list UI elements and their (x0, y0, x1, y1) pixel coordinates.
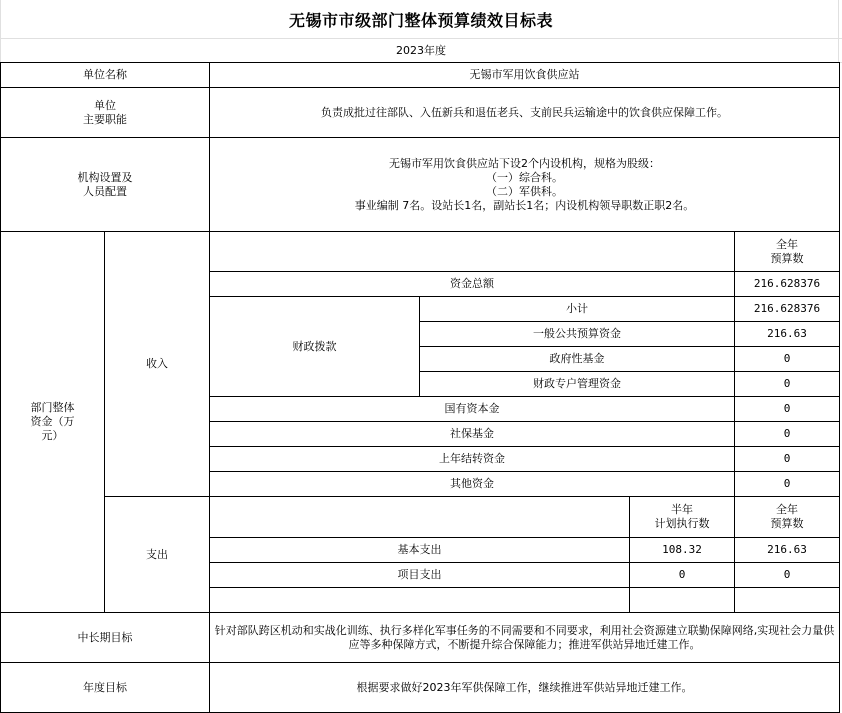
other-fund-value: 0 (783, 452, 791, 465)
total-funds-label: 资金总额 (450, 277, 494, 290)
funds-label: 部门整体 资金（万 元） (30, 401, 75, 442)
midterm-goal-label: 中长期目标 (77, 630, 133, 644)
fiscal-row-label: 小计 (566, 302, 588, 315)
fiscal-row-label: 财政专户管理资金 (533, 377, 621, 390)
org-line: （一）综合科。 (486, 170, 563, 184)
expense-row-annual: 216.63 (767, 543, 807, 556)
income-label: 收入 (146, 357, 168, 370)
fiscal-row-value: 216.63 (767, 327, 807, 340)
page-title: 无锡市市级部门整体预算绩效目标表 (288, 10, 553, 30)
fiscal-row-value: 0 (783, 352, 791, 365)
main-duties-label: 单位 主要职能 (83, 98, 127, 126)
expense-half-header: 半年 计划执行数 (654, 503, 710, 530)
year-label: 2023年度 (396, 44, 446, 57)
unit-name-label: 单位名称 (83, 68, 127, 81)
unit-name-value: 无锡市军用饮食供应站 (469, 68, 580, 81)
midterm-goal-value: 针对部队跨区机动和实战化训练、执行多样化军事任务的不同需要和不同要求，利用社会资源建立联勤保障网络,实现社会力量供应等多种保障方式，不断提升综合保障能力；推进军供站异地迁建工作。 (214, 623, 835, 651)
main-duties-value: 负责成批过往部队、入伍新兵和退伍老兵、支前民兵运输途中的饮食供应保障工作。 (321, 105, 728, 119)
expense-label: 支出 (146, 547, 168, 561)
org-line: 事业编制 7名。设站长1名，副站长1名；内设机构领导职数正职2名。 (354, 198, 695, 212)
other-fund-value: 0 (783, 477, 791, 490)
other-fund-label: 其他资金 (450, 477, 494, 490)
other-fund-value: 0 (783, 427, 791, 440)
org-label: 机构设置及 人员配置 (77, 170, 133, 198)
fiscal-row-label: 一般公共预算资金 (533, 327, 621, 340)
income-annual-header: 全年 预算数 (770, 237, 804, 265)
expense-row-half: 0 (678, 568, 686, 581)
other-fund-value: 0 (783, 402, 791, 415)
expense-row-label: 项目支出 (397, 568, 442, 581)
fiscal-row-value: 0 (783, 377, 791, 390)
other-fund-label: 社保基金 (450, 427, 494, 440)
total-funds-value: 216.628376 (753, 277, 821, 290)
other-fund-label: 国有资本金 (444, 402, 500, 415)
expense-row-annual: 0 (783, 568, 791, 581)
annual-goal-value: 根据要求做好2023年军供保障工作，继续推进军供站异地迁建工作。 (356, 680, 693, 694)
annual-goal-label: 年度目标 (83, 680, 127, 694)
expense-row-label: 基本支出 (397, 543, 442, 556)
expense-annual-header: 全年 预算数 (770, 503, 804, 530)
org-line: 无锡市军用饮食供应站下设2个内设机构，规格为股级： (389, 156, 660, 170)
org-line: （二）军供科。 (486, 184, 563, 198)
fiscal-row-value: 216.628376 (753, 302, 821, 315)
fiscal-appropriation-label: 财政拨款 (292, 339, 337, 353)
fiscal-row-label: 政府性基金 (549, 352, 605, 365)
other-fund-label: 上年结转资金 (439, 452, 505, 465)
expense-row-half: 108.32 (662, 543, 702, 556)
org-value (210, 138, 839, 231)
